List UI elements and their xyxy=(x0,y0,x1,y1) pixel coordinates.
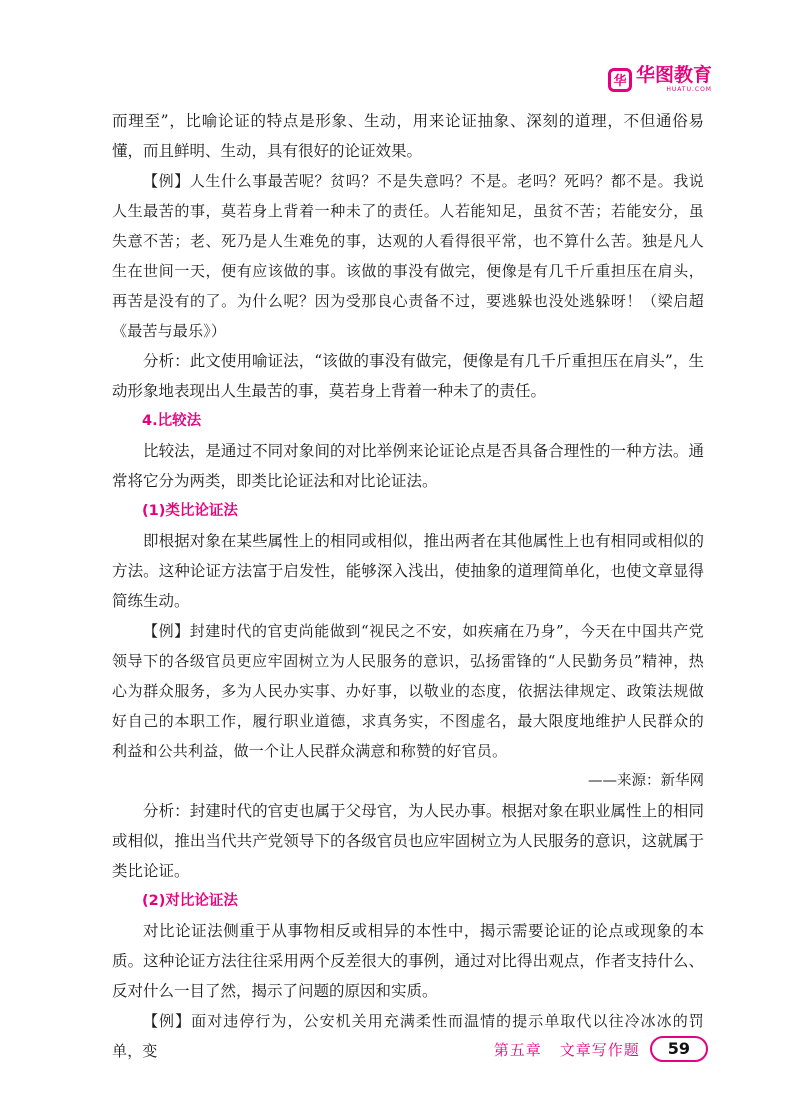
logo-sub: HUATU.COM xyxy=(666,86,712,93)
example-contrast: 【例】面对违停行为，公安机关用充满柔性而温情的提示单取代以往冷冰冰的罚单，变 xyxy=(112,1012,704,1060)
paragraph-comparison-intro: 比较法，是通过不同对象间的对比举例来论证论点是否具备合理性的一种方法。通常将它分为两类，即类比论证法和对比论证法。 xyxy=(112,442,704,490)
page-body xyxy=(112,106,704,1066)
example-source: ——来源：新华网 xyxy=(588,773,704,789)
paragraph-continuation: 而理至”，比喻论证的特点是形象、生动，用来论证抽象、深刻的道理，不但通俗易懂，而且鲜明、生动，具有很好的论证效果。 xyxy=(112,112,704,160)
subheading-contrast: (2)对比论证法 xyxy=(142,893,238,909)
paragraph-analogy-definition: 即根据对象在某些属性上的相同或相似，推出两者在其他属性上也有相同或相似的方法。这种论证方法富于启发性，能够深入浅出，使抽象的道理简单化，也使文章显得简练生动。 xyxy=(112,532,704,610)
example-analogy: 【例】封建时代的官吏尚能做到“视民之不安，如疾痛在乃身”，今天在中国共产党领导下的各级官员更应牢固树立为人民服务的意识，弘扬雷锋的“人民勤务员”精神，热心为群众服务，多为人民办实事、办好事，以敬业的态度，依据法律规定、政策法规做好自己的本职工作，履行职业道德，求真务实，不图虚名，最大限度地维护人民群众的利益和公共利益，做一个让人民群众满意和称赞的好官员。 xyxy=(112,622,704,760)
example-metaphor: 【例】人生什么事最苦呢？贫吗？不是失意吗？不是。老吗？死吗？都不是。我说人生最苦的事，莫若身上背着一种未了的责任。人若能知足，虽贫不苦；若能安分，虽失意不苦；老、死乃是人生难免的事，达观的人看得很平常，也不算什么苦。独是凡人生在世间一天，便有应该做的事。该做的事没有做完，便像是有几千斤重担压在肩头，再苦是没有的了。为什么呢？因为受那良心责备不过，要逃躲也没处逃躲呀！（梁启超《最苦与最乐》） xyxy=(112,172,704,340)
footer-title: 文章写作题 xyxy=(559,1040,640,1059)
footer-chapter: 第五章 xyxy=(493,1040,542,1059)
page-footer xyxy=(494,1036,708,1062)
paragraph-contrast-definition: 对比论证法侧重于从事物相反或相异的本性中，揭示需要论证的论点或现象的本质。这种论证方法往往采用两个反差很大的事例，通过对比得出观点，作者支持什么、反对什么一目了然，揭示了问题的原因和实质。 xyxy=(112,922,704,1000)
logo-mark-icon: 华 xyxy=(608,68,632,92)
analysis-metaphor: 分析：此文使用喻证法，“该做的事没有做完，便像是有几千斤重担压在肩头”，生动形象地表现出人生最苦的事，莫若身上背着一种未了的责任。 xyxy=(112,352,704,400)
logo-name: 华图教育 xyxy=(635,64,712,86)
brand-logo xyxy=(608,66,712,93)
analysis-analogy: 分析：封建时代的官吏也属于父母官，为人民办事。根据对象在职业属性上的相同或相似，推出当代共产党领导下的各级官员也应牢固树立为人民服务的意识，这就属于类比论证。 xyxy=(112,802,704,880)
page-number: 59 xyxy=(650,1036,708,1062)
subheading-analogy: (1)类比论证法 xyxy=(142,503,238,519)
section-heading-comparison: 4.比较法 xyxy=(142,413,202,429)
